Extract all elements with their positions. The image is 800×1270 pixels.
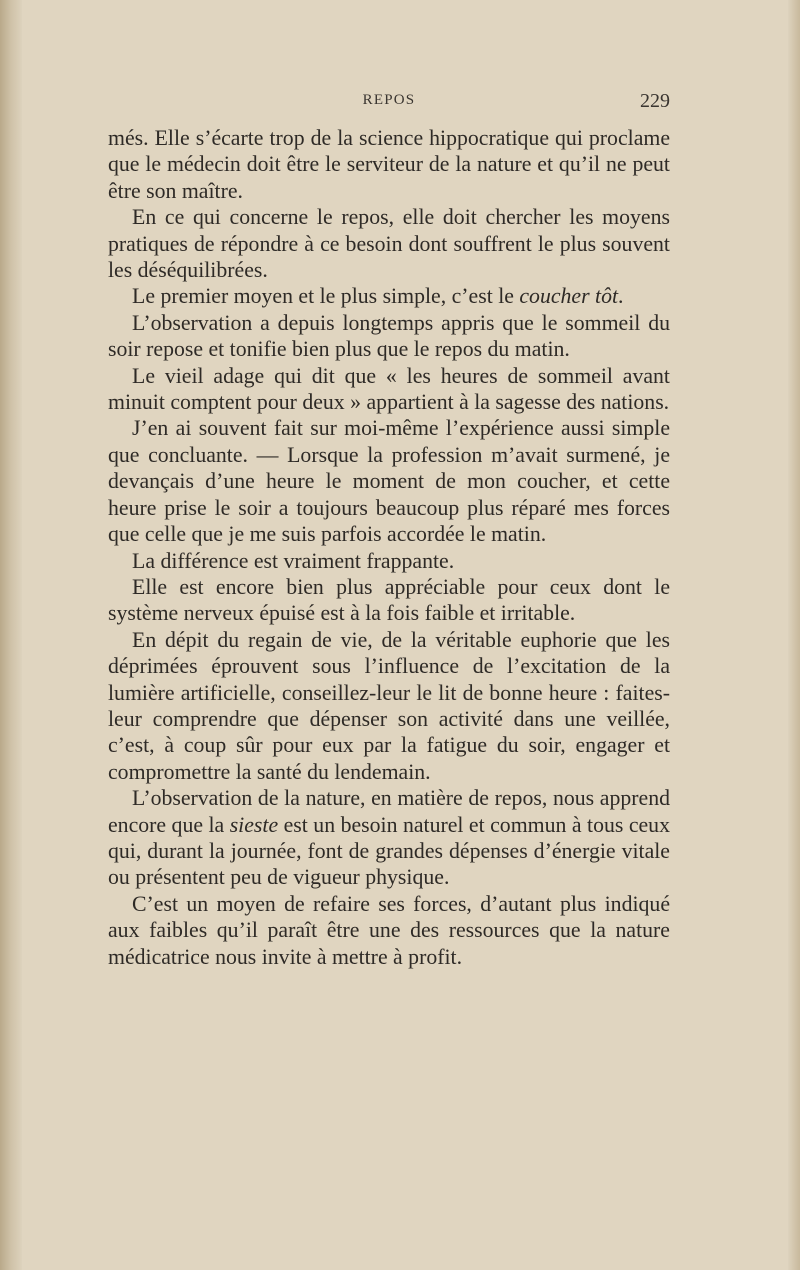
paragraph: Le premier moyen et le plus simple, c’est le coucher tôt.: [132, 284, 624, 309]
paragraph: J’en ai souvent fait sur moi-même l’expérience aussi simple que concluante. — Lorsque la profession m’avait surmené, je devançais d’une heure le moment de mon coucher, et cette heure prise le soir a toujours beaucoup plus réparé mes forces que celle que je me suis parfois accordée le matin.: [108, 416, 670, 547]
page-left-edge: [0, 0, 22, 1270]
paragraph: L’observation a depuis longtemps appris que le sommeil du soir repose et tonifie bien plus que le repos du matin.: [108, 310, 670, 362]
paragraph: En dépit du regain de vie, de la véritable euphorie que les déprimées éprouvent sous l’influence de l’excitation de la lumière artificielle, conseillez-leur le lit de bonne heure : faites-leur comprendre que dépenser son activité dans une veillée, c’est, à coup sûr pour eux par la fatigue du soir, engager et compromettre la santé du lendemain.: [108, 627, 670, 784]
running-head: REPOS: [362, 92, 416, 108]
body-text: [108, 125, 670, 970]
paragraph: En ce qui concerne le repos, elle doit chercher les moyens pratiques de répondre à ce besoin dont souffrent le plus souvent les déséquilibrées.: [108, 205, 670, 283]
paragraph: L’observation de la nature, en matière de repos, nous apprend encore que la sieste est un besoin naturel et commun à tous ceux qui, durant la journée, font de grandes dépenses d’énergie vitale ou présentent peu de vigueur physique.: [108, 786, 670, 890]
page-header: [108, 92, 670, 116]
page-right-edge: [788, 0, 800, 1270]
paragraph: La différence est vraiment frappante.: [132, 548, 455, 573]
italic-term: sieste: [229, 812, 279, 837]
italic-term: coucher tôt: [519, 284, 619, 309]
page-number: 229: [640, 90, 670, 112]
paragraph: Elle est encore bien plus appréciable pour ceux dont le système nerveux épuisé est à la fois faible et irritable.: [108, 574, 670, 626]
paragraph: més. Elle s’écarte trop de la science hippocratique qui proclame que le médecin doit être le serviteur de la nature et qu’il ne peut être son maître.: [108, 126, 670, 203]
paragraph: Le vieil adage qui dit que « les heures de sommeil avant minuit comptent pour deux » appartient à la sagesse des nations.: [108, 363, 670, 415]
paragraph: C’est un moyen de refaire ses forces, d’autant plus indiqué aux faibles qu’il paraît être une des ressources que la nature médicatrice nous invite à mettre à profit.: [108, 891, 670, 969]
